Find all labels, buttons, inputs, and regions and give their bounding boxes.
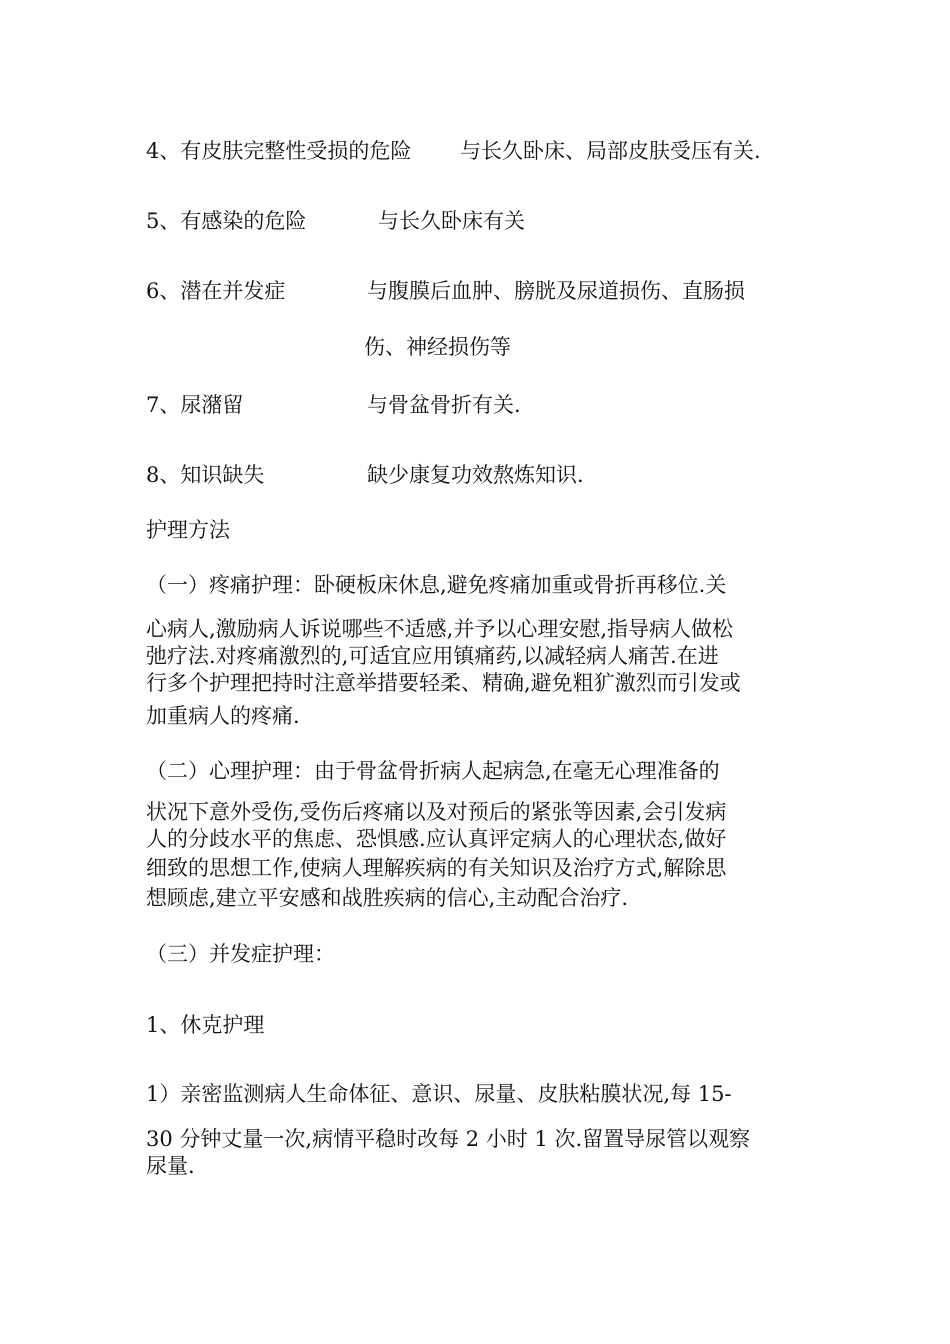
diagnosis-item-4: [146, 138, 761, 164]
psych-care-line: 人的分歧水平的焦虑、恐惧感.应认真评定病人的心理状态,做好: [146, 827, 727, 851]
diagnosis-number: 4、: [146, 139, 181, 163]
pain-care-line: 加重病人的疼痛.: [146, 704, 300, 728]
diagnosis-relation: 与长久卧床、局部皮肤受压有关.: [460, 139, 761, 163]
diagnosis-label: 潜在并发症: [180, 279, 286, 303]
diagnosis-label: 有感染的危险: [180, 209, 307, 233]
shock-care-line: 30 分钟丈量一次,病情平稳时改每 2 小时 1 次.留置导尿管以观察: [146, 1127, 751, 1151]
diagnosis-label: 有皮肤完整性受损的危险: [180, 139, 412, 163]
pain-care-line: 行多个护理把持时注意举措要轻柔、精确,避免粗犷激烈而引发或: [146, 671, 741, 695]
shock-care-heading: 1、休克护理: [146, 1013, 265, 1037]
diagnosis-item-8: [146, 462, 584, 488]
diagnosis-item-6: [146, 278, 745, 304]
diagnosis-number: 7、: [146, 393, 181, 417]
psych-care-line: 状况下意外受伤,受伤后疼痛以及对预后的紧张等因素,会引发病: [146, 800, 727, 824]
diagnosis-label: 知识缺失: [180, 463, 265, 487]
pain-care-line: 心病人,激励病人诉说哪些不适感,并予以心理安慰,指导病人做松: [146, 617, 734, 641]
shock-care-line: 尿量.: [146, 1154, 195, 1178]
diagnosis-number: 5、: [146, 209, 181, 233]
diagnosis-number: 8、: [146, 463, 181, 487]
psych-care-line: 想顾虑,建立平安感和战胜疾病的信心,主动配合治疗.: [146, 886, 629, 910]
diagnosis-number: 6、: [146, 279, 181, 303]
diagnosis-relation: 与骨盆骨折有关.: [367, 393, 521, 417]
pain-care-line: 弛疗法.对疼痛激烈的,可适宜应用镇痛药,以减轻病人痛苦.在进: [146, 644, 719, 668]
shock-care-line: 1）亲密监测病人生命体征、意识、尿量、皮肤粘膜状况,每 15-: [146, 1082, 732, 1106]
diagnosis-item-5: [146, 208, 525, 234]
psych-care-line: （二）心理护理：由于骨盆骨折病人起病急,在毫无心理准备的: [146, 759, 720, 783]
psych-care-line: 细致的思想工作,使病人理解疾病的有关知识及治疗方式,解除思: [146, 856, 727, 880]
diagnosis-relation: 缺少康复功效熬炼知识.: [367, 463, 584, 487]
diagnosis-relation: 与腹膜后血肿、膀胱及尿道损伤、直肠损: [367, 279, 745, 303]
diagnosis-relation: 与长久卧床有关: [378, 209, 525, 233]
complication-heading: （三）并发症护理：: [146, 942, 335, 966]
diagnosis-label: 尿潴留: [180, 393, 244, 417]
diagnosis-relation-continued: 伤、神经损伤等: [364, 335, 511, 359]
pain-care-line: （一）疼痛护理：卧硬板床休息,避免疼痛加重或骨折再移位.关: [146, 573, 727, 597]
diagnosis-item-7: [146, 392, 521, 418]
section-heading: 护理方法: [146, 518, 230, 542]
